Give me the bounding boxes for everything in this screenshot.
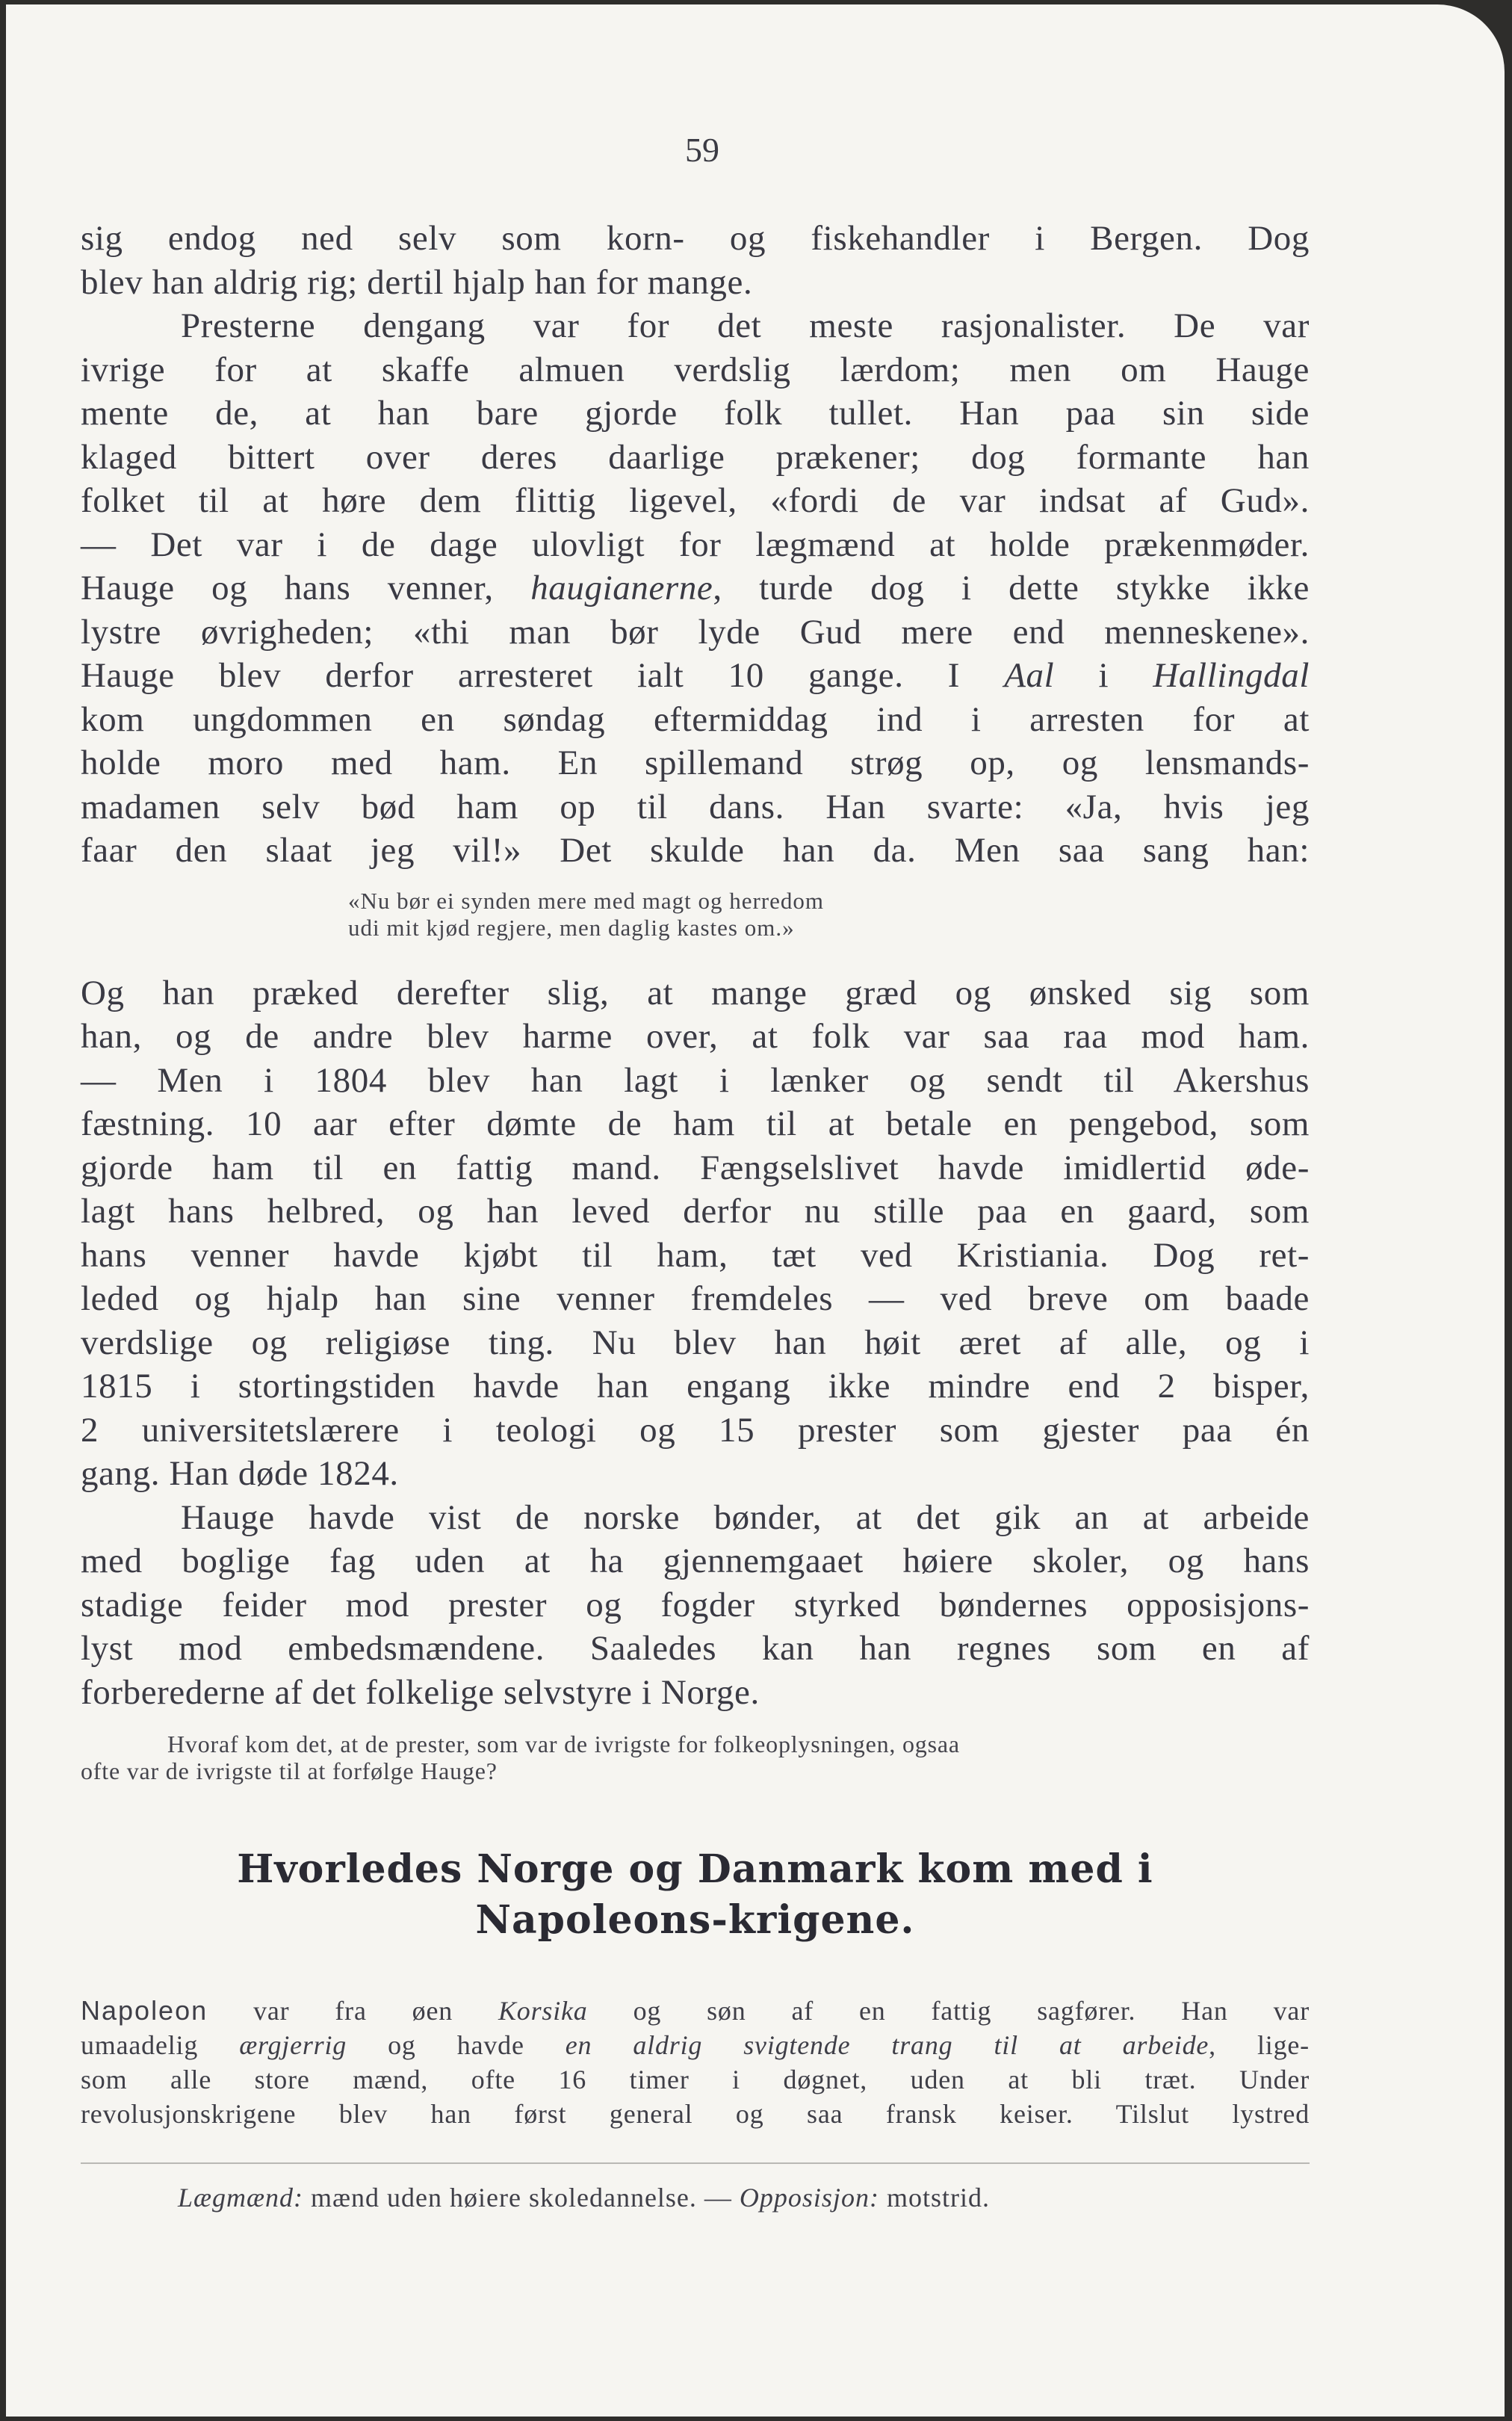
text-line: leded og hjalp han sine venner fremdeles — ved breve om baade — [81, 1279, 1310, 1318]
text-line: stadige feider mod prester og fogder styrked bøndernes opposisjons- — [81, 1585, 1310, 1624]
lead-word: Napoleon — [81, 1995, 208, 2026]
text-line: kom ungdommen en søndag eftermiddag ind i arresten for at — [81, 699, 1310, 739]
small-text-line — [81, 1994, 1310, 2028]
text-span: umaadelig — [81, 2030, 240, 2060]
italic-place: Aal — [1004, 656, 1055, 695]
italic-term: ærgjerrig — [239, 2030, 347, 2060]
study-question — [81, 1731, 1310, 1784]
text-line: fæstning. 10 aar efter dømte de ham til at betale en pengebod, som — [81, 1104, 1310, 1143]
question-line: ofte var de ivrigste til at forfølge Hauge? — [81, 1757, 498, 1784]
small-text-line — [81, 2028, 1310, 2062]
italic-phrase: en aldrig svigtende trang til at arbeide — [565, 2030, 1209, 2060]
text-line: Hauge havde vist de norske bønder, at det gik an at arbeide — [181, 1497, 1310, 1537]
verse-line: udi mit kjød regjere, men daglig kastes om.» — [348, 914, 795, 941]
italic-term: haugianerne — [530, 569, 713, 607]
text-line: 1815 i stortingstiden havde han engang ikke mindre end 2 bisper, — [81, 1367, 1310, 1406]
page-number: 59 — [685, 131, 719, 169]
paragraph — [81, 217, 1310, 304]
footnote-term: Lægmænd: — [178, 2183, 304, 2213]
text-line: 2 universitetslærere i teologi og 15 prester som gjester paa én — [81, 1410, 1310, 1450]
text-line: faar den slaat jeg vil!» Det skulde han da. Men saa sang han: — [81, 831, 1310, 870]
footnote-definition: motstrid. — [879, 2183, 990, 2213]
text-line: folket til at høre dem flittig ligevel, «fordi de var indsat af Gud». — [81, 481, 1310, 520]
text-span: Hauge blev derfor arresteret ialt 10 gange. I — [81, 656, 1005, 695]
text-line: lystre øvrigheden; «thi man bør lyde Gud mere end menneskene». — [81, 612, 1310, 652]
text-line: hans venner havde kjøbt til ham, tæt ved Kristiania. Dog ret- — [81, 1235, 1310, 1275]
section-intro — [81, 1994, 1310, 2131]
footnote-definition: mænd uden høiere skoledannelse. — — [303, 2183, 740, 2213]
verse-quote — [348, 888, 1310, 942]
text-line: gjorde ham til en fattig mand. Fængselslivet havde imidlertid øde- — [81, 1148, 1310, 1187]
text-span: og søn af en fattig sagfører. Han var — [587, 1996, 1310, 2026]
text-span: , lige- — [1209, 2030, 1310, 2060]
footnote-term: Opposisjon: — [739, 2183, 879, 2213]
heading-line: Hvorledes Norge og Danmark kom med i — [237, 1846, 1153, 1892]
text-line: klaged bittert over deres daarlige prækener; dog formante han — [81, 437, 1310, 477]
text-line: forberederne af det folkelige selvstyre i Norge. — [81, 1672, 760, 1712]
text-line — [81, 654, 1310, 698]
text-span: var fra øen — [208, 1996, 498, 2026]
book-page — [6, 4, 1505, 2417]
text-line — [81, 566, 1310, 610]
text-line: lyst mod embedsmændene. Saaledes kan han regnes som en af — [81, 1629, 1310, 1668]
text-line: — Det var i de dage ulovligt for lægmænd at holde prækenmøder. — [81, 525, 1310, 564]
text-line: ivrige for at skaffe almuen verdslig lærdom; men om Hauge — [81, 350, 1310, 389]
footnote — [81, 2162, 1310, 2215]
text-span: , turde dog i dette stykke ikke — [713, 569, 1310, 607]
text-line: madamen selv bød ham op til dans. Han svarte: «Ja, hvis jeg — [81, 787, 1310, 826]
text-line: mente de, at han bare gjorde folk tullet. Han paa sin side — [81, 394, 1310, 433]
text-line: blev han aldrig rig; dertil hjalp han for mange. — [81, 262, 753, 302]
text-line: med boglige fag uden at ha gjennemgaaet høiere skoler, og hans — [81, 1542, 1310, 1580]
text-line: gang. Han døde 1824. — [81, 1454, 399, 1493]
small-text-line: som alle store mænd, ofte 16 timer i døgnet, uden at bli træt. Under — [81, 2065, 1310, 2094]
paragraph — [81, 1496, 1310, 1715]
text-span: Hauge og hans venner, — [81, 569, 531, 607]
question-line: Hvoraf kom det, at de prester, som var de ivrigste for folkeoplysningen, ogsaa — [167, 1731, 960, 1757]
text-line: han, og de andre blev harme over, at folk var saa raa mod ham. — [81, 1017, 1310, 1056]
italic-place: Hallingdal — [1153, 656, 1310, 695]
italic-place: Korsika — [498, 1996, 588, 2026]
text-line: Presterne dengang var for det meste rasjonalister. De var — [181, 306, 1310, 345]
text-line: sig endog ned selv som korn- og fiskehandler i Bergen. Dog — [81, 219, 1310, 258]
text-line: verdslige og religiøse ting. Nu blev han høit æret af alle, og i — [81, 1323, 1310, 1362]
text-line: Og han præked derefter slig, at mange græd og ønsked sig som — [81, 973, 1310, 1012]
text-span: og havde — [347, 2030, 566, 2060]
paragraph — [81, 304, 1310, 873]
text-line: — Men i 1804 blev han lagt i lænker og sendt til Akershus — [81, 1060, 1310, 1100]
text-line: lagt hans helbred, og han leved derfor nu stille paa en gaard, som — [81, 1192, 1310, 1231]
small-text-line: revolusjonskrigene blev han først general og saa fransk keiser. Tilslut lystred — [81, 2099, 1310, 2129]
heading-line: Napoleons-krigene. — [475, 1897, 915, 1943]
text-line: holde moro med ham. En spillemand strøg op, og lensmands- — [81, 743, 1310, 782]
paragraph — [81, 971, 1310, 1496]
page-body — [81, 217, 1310, 2215]
verse-line: «Nu bør ei synden mere med magt og herredom — [348, 887, 824, 914]
text-span: i — [1054, 656, 1153, 695]
section-heading — [81, 1844, 1310, 1946]
